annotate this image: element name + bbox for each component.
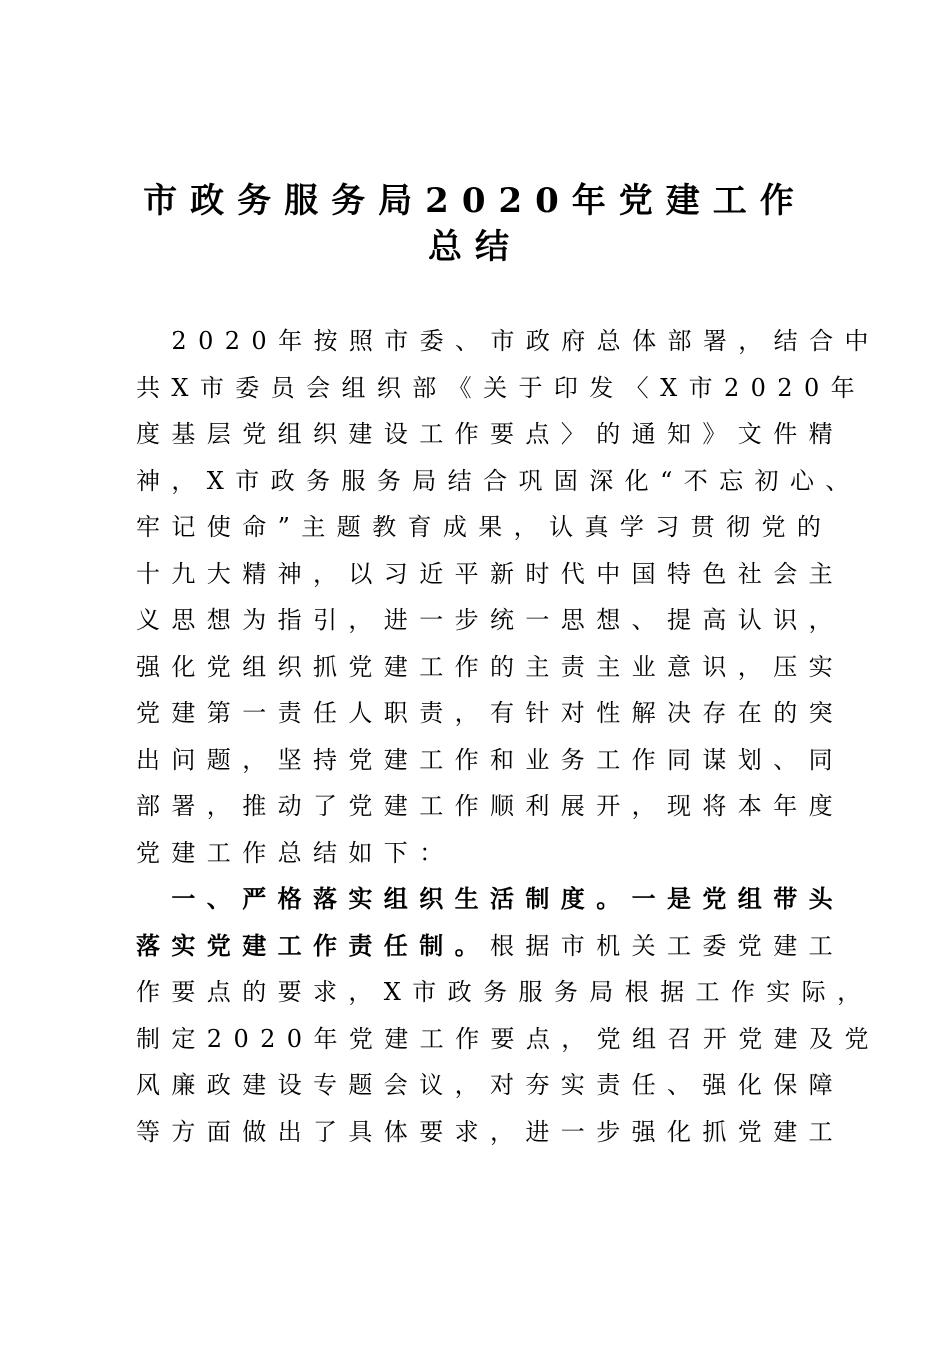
paragraph-line: 神，X市政务服务局结合巩固深化“不忘初心、 (136, 466, 861, 495)
paragraph-line: 等方面做出了具体要求，进一步强化抓党建工 (136, 1117, 844, 1146)
paragraph-line: 度基层党组织建设工作要点〉的通知》文件精 (136, 420, 844, 448)
paragraph-line: 作要点的要求，X市政务服务局根据工作实际， (136, 978, 873, 1006)
intro-paragraph (136, 318, 880, 876)
section-one-paragraph (136, 876, 880, 1155)
title-line-2: 总结 (428, 227, 522, 267)
paragraph-text: 根据市机关工委党建工 (490, 931, 844, 960)
title-line-1: 市政务服务局2020年党建工作 (143, 181, 807, 221)
paragraph-line: 共X市委员会组织部《关于印发〈X市2020年 (136, 373, 867, 402)
paragraph-line: 十九大精神，以习近平新时代中国特色社会主 (136, 559, 844, 588)
paragraph-line: 党建工作总结如下： (136, 838, 455, 867)
document-title (130, 178, 820, 270)
paragraph-line: 出问题，坚持党建工作和业务工作同谋划、同 (136, 745, 844, 774)
paragraph-line: 党建第一责任人职责，有针对性解决存在的突 (136, 699, 844, 727)
section-heading: 一、严格落实组织生活制度。一是党组带头 (136, 884, 844, 913)
paragraph-line: 强化党组织抓党建工作的主责主业意识，压实 (136, 652, 844, 681)
paragraph-line (136, 923, 844, 970)
paragraph-line: 制定2020年党建工作要点，党组召开党建及党 (136, 1024, 880, 1053)
subheading: 落实党建工作责任制。 (136, 930, 490, 960)
paragraph-line: 义思想为指引，进一步统一思想、提高认识， (136, 606, 844, 634)
paragraph-line: 2020年按照市委、市政府总体部署，结合中 (136, 327, 880, 355)
paragraph-line: 牢记使命”主题教育成果，认真学习贯彻党的 (136, 513, 833, 541)
paragraph-line: 风廉政建设专题会议，对夯实责任、强化保障 (136, 1071, 844, 1099)
paragraph-line: 部署，推动了党建工作顺利展开，现将本年度 (136, 792, 844, 820)
